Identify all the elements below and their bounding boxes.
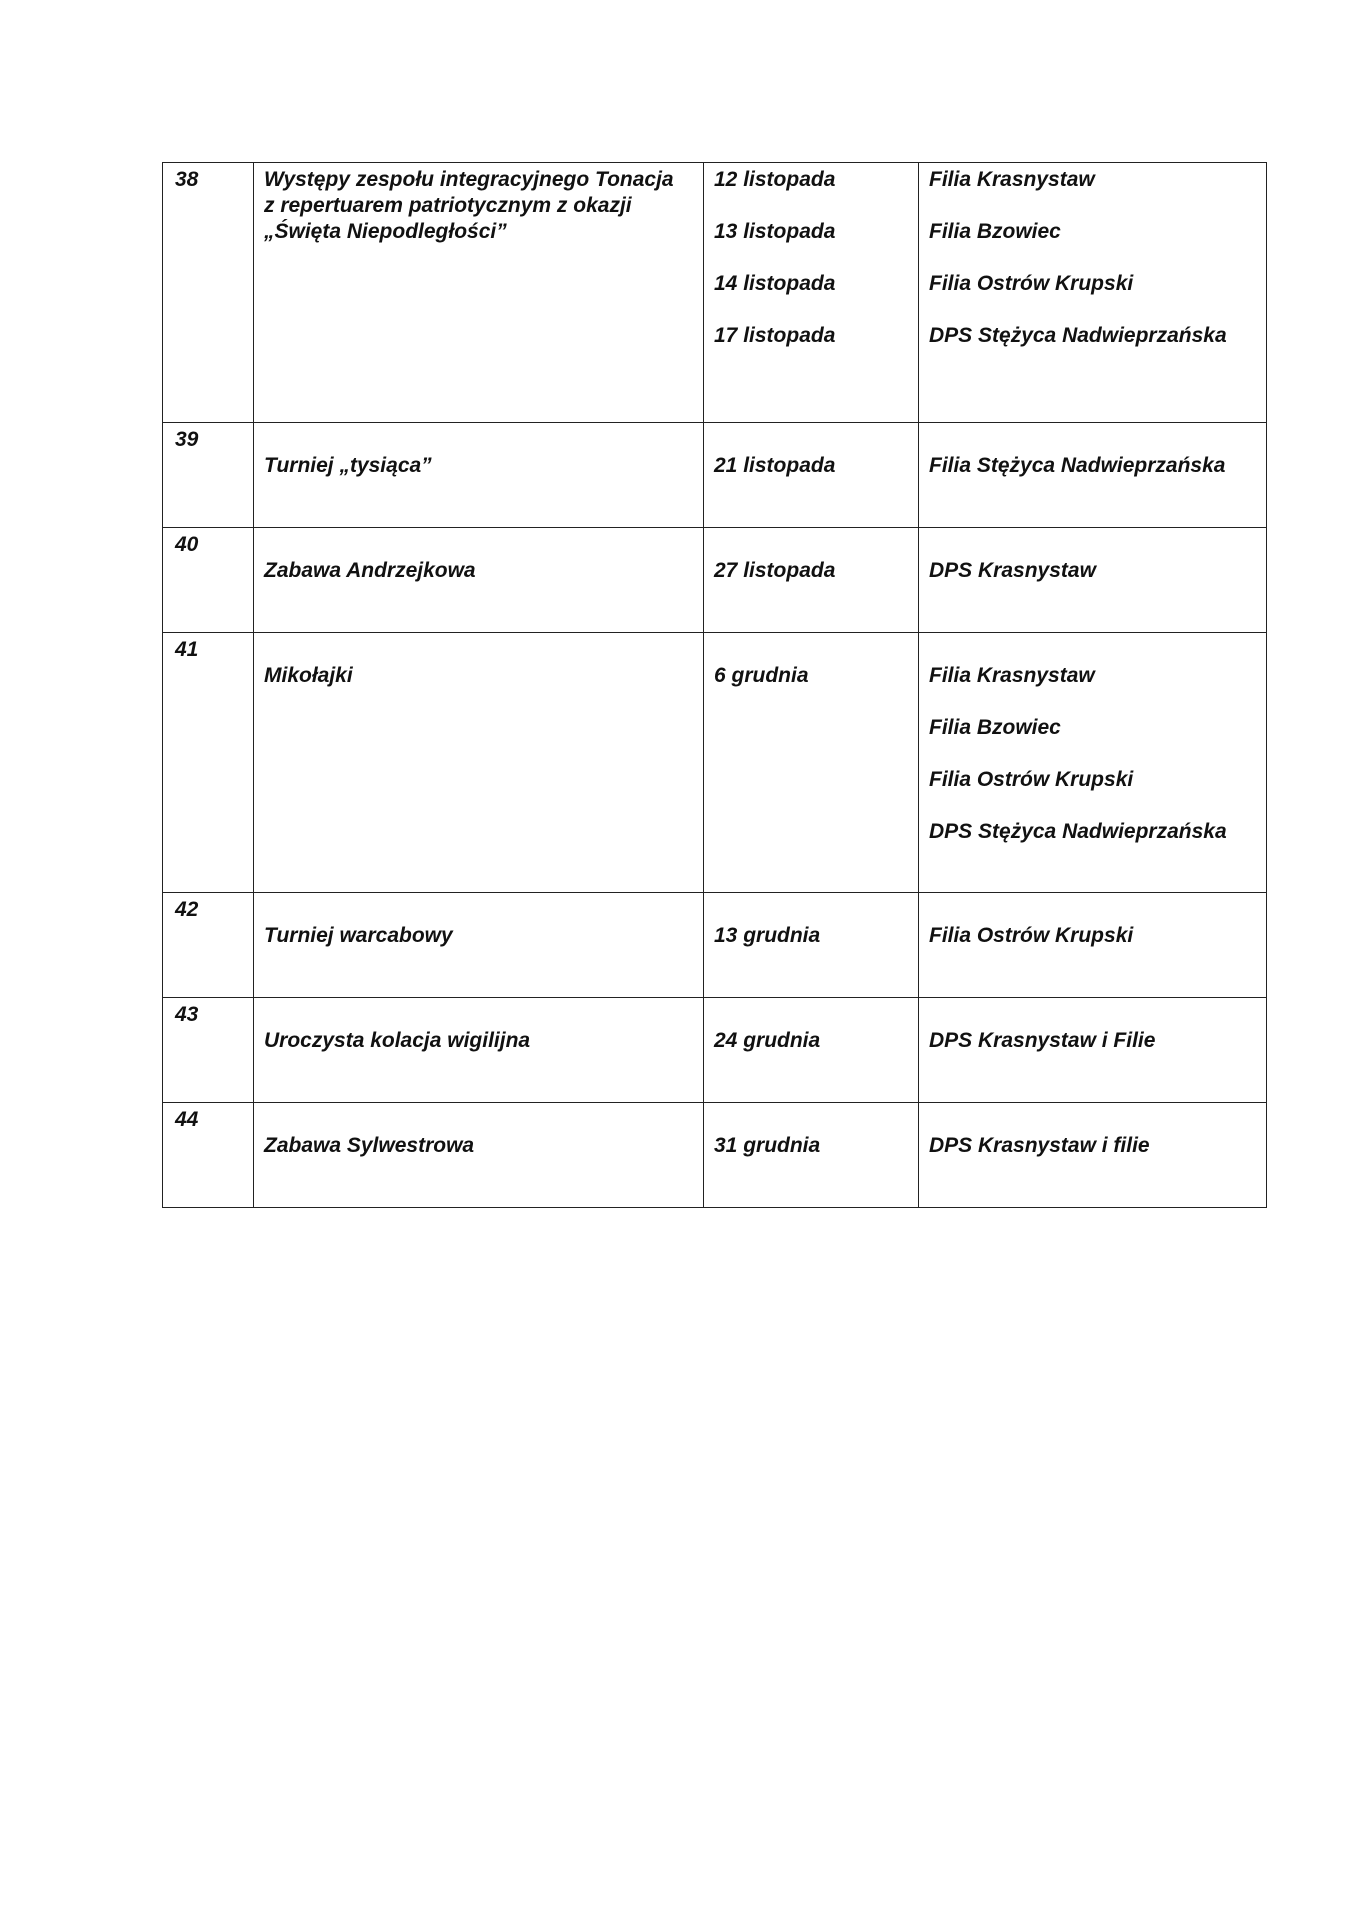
row-number: 43 <box>163 998 254 1103</box>
row-number: 38 <box>163 163 254 423</box>
date-line: 31 grudnia <box>714 1134 821 1157</box>
date-line: 12 listopada <box>714 168 836 191</box>
event-places <box>919 893 1267 998</box>
event-dates <box>704 1103 919 1208</box>
table-row <box>163 423 1267 528</box>
description-line: „Święta Niepodległości” <box>264 220 507 243</box>
description-line: Mikołajki <box>264 664 353 687</box>
place-line: DPS Krasnystaw i Filie <box>929 1029 1156 1052</box>
place-line: Filia Bzowiec <box>929 716 1061 739</box>
place-line: Filia Bzowiec <box>929 220 1061 243</box>
event-dates <box>704 998 919 1103</box>
event-description <box>254 893 704 998</box>
place-line: Filia Krasnystaw <box>929 664 1095 687</box>
date-line: 14 listopada <box>714 272 836 295</box>
event-dates <box>704 423 919 528</box>
event-description <box>254 528 704 633</box>
place-line: Filia Krasnystaw <box>929 168 1095 191</box>
event-places <box>919 163 1267 423</box>
event-description <box>254 998 704 1103</box>
description-line: Turniej warcabowy <box>264 924 453 947</box>
description-line: Zabawa Andrzejkowa <box>264 559 476 582</box>
table-row <box>163 528 1267 633</box>
event-places <box>919 528 1267 633</box>
event-places <box>919 998 1267 1103</box>
date-line: 13 listopada <box>714 220 836 243</box>
date-line: 17 listopada <box>714 324 836 347</box>
place-line: DPS Stężyca Nadwieprzańska <box>929 324 1227 347</box>
event-places <box>919 633 1267 893</box>
event-dates <box>704 893 919 998</box>
place-line: DPS Krasnystaw <box>929 559 1096 582</box>
table-row <box>163 633 1267 893</box>
description-line: z repertuarem patriotycznym z okazji <box>264 194 632 217</box>
table-row <box>163 893 1267 998</box>
description-line: Występy zespołu integracyjnego Tonacja <box>264 168 674 191</box>
event-dates <box>704 528 919 633</box>
description-line: Zabawa Sylwestrowa <box>264 1134 475 1157</box>
place-line: Filia Ostrów Krupski <box>929 768 1134 791</box>
schedule-table <box>162 162 1267 1208</box>
row-number: 39 <box>163 423 254 528</box>
event-places <box>919 1103 1267 1208</box>
row-number: 41 <box>163 633 254 893</box>
event-description <box>254 633 704 893</box>
event-places <box>919 423 1267 528</box>
description-line: Uroczysta kolacja wigilijna <box>264 1029 531 1052</box>
event-description <box>254 163 704 423</box>
place-line: Filia Ostrów Krupski <box>929 924 1134 947</box>
place-line: Filia Ostrów Krupski <box>929 272 1134 295</box>
event-description <box>254 423 704 528</box>
row-number: 40 <box>163 528 254 633</box>
event-dates <box>704 163 919 423</box>
table-row <box>163 1103 1267 1208</box>
row-number: 42 <box>163 893 254 998</box>
date-line: 6 grudnia <box>714 664 809 687</box>
date-line: 24 grudnia <box>714 1029 821 1052</box>
row-number: 44 <box>163 1103 254 1208</box>
description-line: Turniej „tysiąca” <box>264 454 432 477</box>
table-row <box>163 163 1267 423</box>
event-dates <box>704 633 919 893</box>
place-line: Filia Stężyca Nadwieprzańska <box>929 454 1226 477</box>
place-line: DPS Krasnystaw i filie <box>929 1134 1150 1157</box>
date-line: 21 listopada <box>714 454 836 477</box>
table-row <box>163 998 1267 1103</box>
event-description <box>254 1103 704 1208</box>
date-line: 13 grudnia <box>714 924 821 947</box>
date-line: 27 listopada <box>714 559 836 582</box>
place-line: DPS Stężyca Nadwieprzańska <box>929 820 1227 843</box>
